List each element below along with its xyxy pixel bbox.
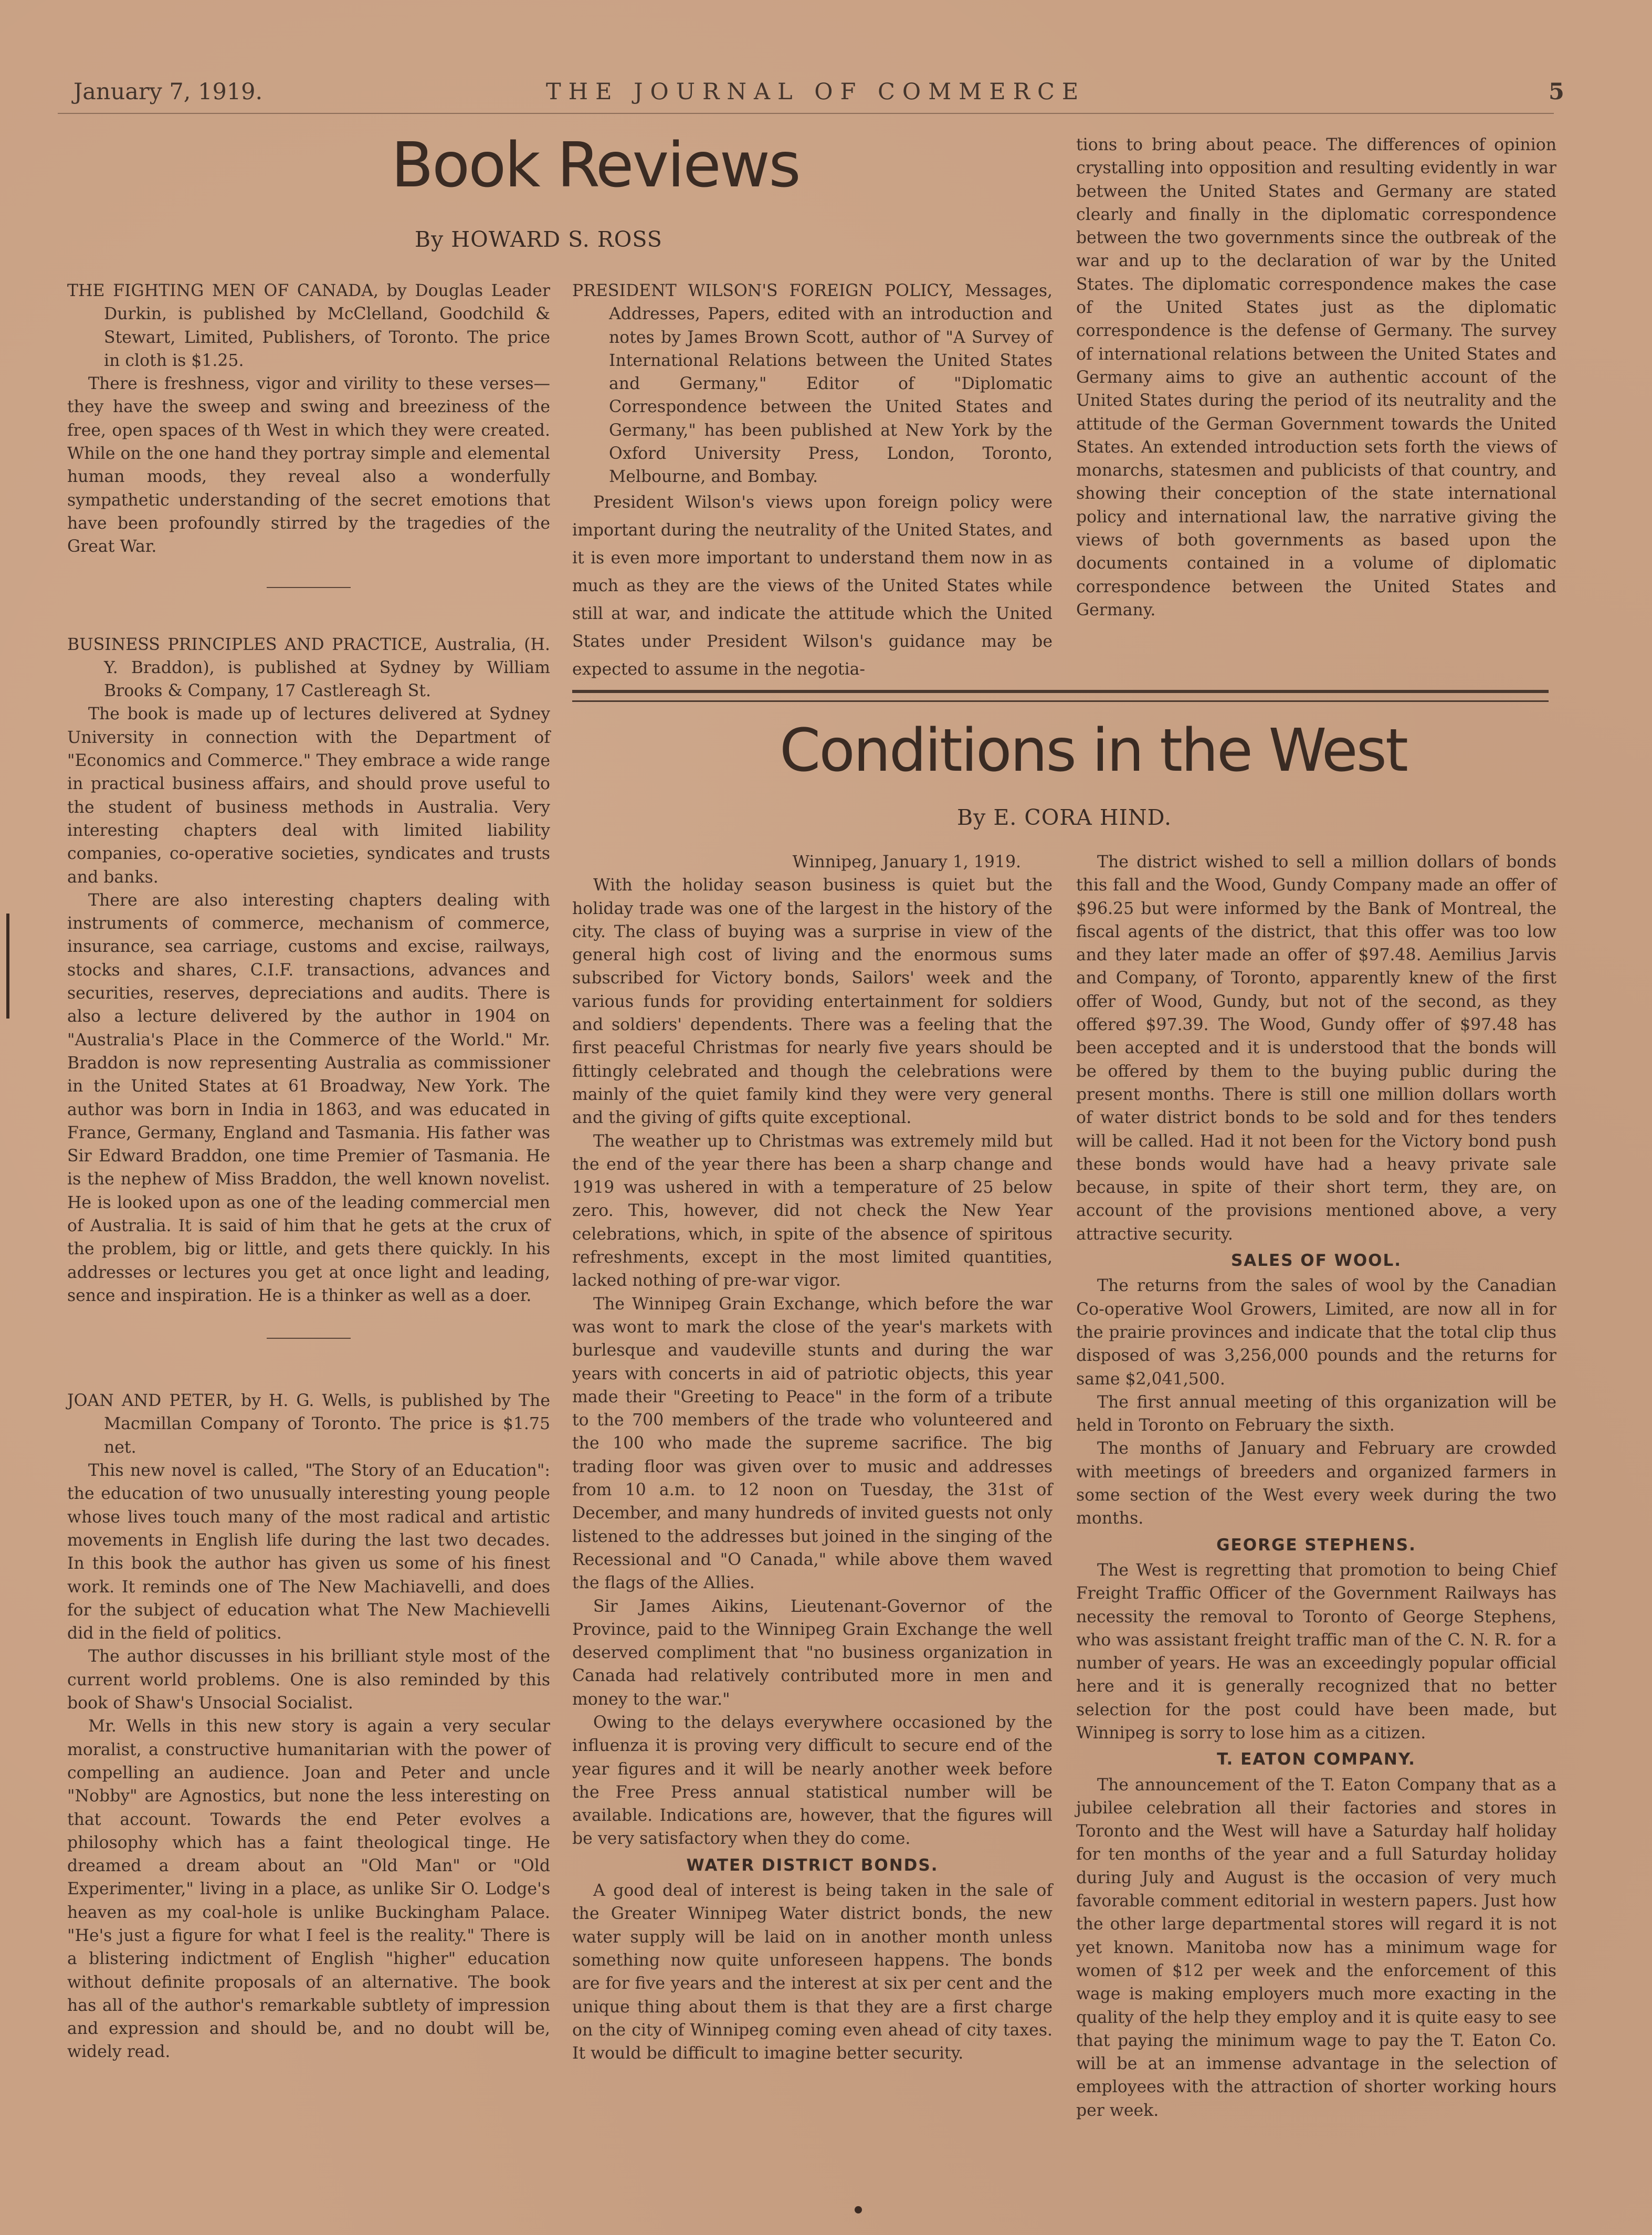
book-reviews-column-1 — [67, 279, 550, 2064]
water-district-bonds-heading: WATER DISTRICT BONDS. — [686, 1855, 939, 1875]
conditions-west-column-2 — [572, 851, 1053, 2065]
wool-returns-paragraph: The returns from the sales of wool by the Canadian Co-operative Wool Growers, Limited, are now all in for the prairie provinces and indicate that the total clip thus disposed of was 3,256,000 pounds and the returns for same $2,041,500. — [1076, 1276, 1556, 1389]
influenza-paragraph: Owing to the delays everywhere occasioned by the influenza it is proving very difficult to secure end of the year figures and it will be nearly another week before the Free Press annual statistical number will be available. Indications are, however, that the figures will be very satisfactory when they do come. — [572, 1713, 1053, 1849]
review-joan-and-peter-body-2: The author discusses in his brilliant style most of the current world problems. One is also reminded by this book of Shaw's Unsocial Socialist. — [67, 1647, 550, 1713]
annual-meeting-paragraph: The first annual meeting of this organization will be held in Toronto on February the sixth. — [1076, 1392, 1556, 1435]
review-business-principles-body-1: The book is made up of lectures delivered at Sydney University in connection with the Department of "Economics and Commerce." They embrace a wide range in practical business affairs, and should prove useful to the student of business methods in Australia. Very interesting chapters deal with limited liability companies, co-operative societies, syndicates and trusts and banks. — [67, 705, 550, 887]
review-joan-and-peter-entry: JOAN AND PETER, by H. G. Wells, is published by The Macmillan Company of Toronto. The price is $1.75 net. — [67, 1391, 550, 1457]
eaton-company-heading: T. EATON COMPANY. — [1217, 1750, 1416, 1769]
book-reviews-byline: By HOWARD S. ROSS — [415, 227, 662, 252]
conditions-west-byline: By E. CORA HIND. — [957, 805, 1172, 830]
header-rule — [58, 113, 1554, 114]
review-wilson-body: President Wilson's views upon foreign policy were important during the neutrality of the United States, and it is even more important to understand them now in as much as they are the views of the United States while still at war, and indicate the attitude which the United States under President Wilson's guidance may be expected to assume in the negotia- — [572, 492, 1053, 679]
grain-exchange-paragraph: The Winnipeg Grain Exchange, which before the war was wont to mark the close of the year's markets with burlesque and vaudeville stunts and during the war years with concerts in aid of patriotic objects, this year made their "Greeting to Peace" in the form of a tribute to the 700 members of the trade who volunteered and the 100 who made the supreme sacrifice. The big trading floor was given over to music and addresses from 10 a.m. to 12 noon on Tuesday, the 31st of December, and many hundreds of invited guests not only listened to the addresses but joined in the singing of the Recessional and "O Canada," while above them waved the flags of the Allies. — [572, 1294, 1053, 1593]
bond-offer-paragraph: The district wished to sell a million dollars of bonds this fall and the Wood, Gundy Company made an offer of $96.25 but were informed by the Bank of Montreal, the fiscal agents of the district, that this offer was too low and they later made an offer of $97.48. Aemilius Jarvis and Company, of Toronto, apparently knew of the first offer of Wood, Gundy, but not of the second, as they offered $97.39. The Wood, Gundy offer of $97.48 has been accepted and it is understood that the bonds will be offered by them to the buying public during the present months. There is still one million dollars worth of water district bonds to be sold and for thes tenders will be called. Had it not been for the Victory bond push these bonds would have had a heavy private sale because, in spite of their short term, they are, on account of the provisions mentioned above, a very attractive security. — [1076, 853, 1556, 1244]
sales-of-wool-heading: SALES OF WOOL. — [1230, 1251, 1402, 1271]
newspaper-name: THE JOURNAL OF COMMERCE — [546, 79, 1086, 105]
conditions-west-column-3 — [1076, 851, 1556, 2122]
breeders-meetings-paragraph: The months of January and February are crowded with meetings of breeders and organized farmers in some section of the West every week during the two months. — [1076, 1439, 1556, 1528]
section-separator — [267, 587, 351, 588]
conditions-west-title: Conditions in the West — [780, 717, 1407, 785]
review-joan-and-peter-body-3: Mr. Wells in this new story is again a very secular moralist, a constructive humanitarian with the power of compelling an audience. Joan and Peter and uncle "Nobby" are Agnostics, but none the less interesting on that account. Towards the end Peter evolves a philosophy which has a faint theological tinge. He dreamed a dream about an "Old Man" or "Old Experimenter," living in a place, as unlike Sir O. Lodge's heaven as my coal-hole is unlike Buckingham Palace. "He's just a figure for what I feel is the reality." There is a blistering indictment of English "higher" education without definite proposals of an alternative. The book has all of the author's remarkable subtlety of impression and expression and should be, and no doubt will be, widely read. — [67, 1717, 550, 2062]
weather-paragraph: The weather up to Christmas was extremely mild but the end of the year there has been a sharp change and 1919 was ushered in with a temperature of 25 below zero. This, however, did not check the New Year celebrations, which, in spite of the absence of spiritous refreshments, except in the most limited quantities, lacked nothing of pre-war vigor. — [572, 1131, 1053, 1290]
section-separator — [267, 1338, 351, 1339]
review-fighting-men-entry: THE FIGHTING MEN OF CANADA, by Douglas Leader Durkin, is published by McClelland, Goodchild & Stewart, Limited, Publishers, of Toronto. The price in cloth is $1.25. — [67, 281, 550, 370]
george-stephens-paragraph: The West is regretting that promotion to being Chief Freight Traffic Officer of the Government Railways has necessity the removal to Toronto of George Stephens, who was assistant freight traffic man of the C. N. R. for a number of years. He was an exceedingly popular official here and it is generally recognized that no better selection for the post could have been made, but Winnipeg is sorry to lose him as a citizen. — [1076, 1560, 1556, 1743]
issue-date: January 7, 1919. — [73, 79, 263, 105]
book-reviews-title: Book Reviews — [391, 129, 799, 201]
section-double-rule — [572, 690, 1549, 702]
page-number: 5 — [1549, 79, 1564, 105]
book-reviews-column-2 — [572, 279, 1053, 684]
review-fighting-men-body: There is freshness, vigor and virility to these verses—they have the sweep and swing and breeziness of the free, open spaces of th West in which they were created. While on the one hand they portray simple and elemental human moods, they reveal also a wonderfully sympathetic understanding of the secret emotions that have been profoundly stirred by the tragedies of the Great War. — [67, 374, 550, 557]
review-wilson-continued: tions to bring about peace. The differences of opinion crystalling into opposition and resulting evidently in war between the United States and Germany are stated clearly and finally in the diplomatic correspondence between the two governments since the outbreak of the war and up to the declaration of war by the United States. The diplomatic correspondence makes the case of the United States just as the diplomatic correspondence is the defense of Germany. The survey of international relations between the United States and Germany aims to give an authentic account of the United States during the period of its neutrality and the attitude of the German Government towards the United States. An extended introduction sets forth the views of monarchs, statesmen and publicists of that country, and showing their conception of the state international policy and international law, the narrative giving the views of both governments as based upon the documents contained in a volume of diplomatic correspondence between the United States and Germany. — [1076, 135, 1556, 620]
review-joan-and-peter-body-1: This new novel is called, "The Story of an Education": the education of two unusually interesting young people whose lives touch many of the most radical and artistic movements in English life during the last two decades. In this book the author has given us some of his finest work. It reminds one of The New Machiavelli, and does for the subject of education what The New Machievelli did in the field of politics. — [67, 1461, 550, 1643]
dateline: Winnipeg, January 1, 1919. — [792, 853, 1021, 872]
review-wilson-entry: PRESIDENT WILSON'S FOREIGN POLICY, Messages, Addresses, Papers, edited with an introduction and notes by James Brown Scott, author of "A Survey of International Relations between the United States and Germany," Editor of "Diplomatic Correspondence between the United States and Germany," has been published at New York by the Oxford University Press, London, Toronto, Melbourne, and Bombay. — [572, 281, 1053, 487]
footer-ink-dot — [855, 2206, 862, 2213]
water-district-bonds-paragraph: A good deal of interest is being taken in the sale of the Greater Winnipeg Water district bonds, the new water supply will be laid on in another month unless something now quite unforeseen happens. The bonds are for five years and the interest at six per cent and the unique thing about them is that they are a first charge on the city of Winnipeg coming even ahead of city taxes. It would be difficult to imagine better security. — [572, 1881, 1053, 2063]
margin-ink-mark — [6, 914, 9, 1019]
book-reviews-column-3 — [1076, 133, 1556, 622]
george-stephens-heading: GEORGE STEPHENS. — [1216, 1535, 1416, 1555]
holiday-trade-paragraph: With the holiday season business is quiet but the holiday trade was one of the largest in the history of the city. The class of buying was a surprise in view of the general high cost of living and the enormous sums subscribed for Victory bonds, Sailors' week and the various funds for providing entertainment for soldiers and soldiers' dependents. There was a feeling that the first peaceful Christmas for nearly five years should be fittingly celebrated and though the celebrations were mainly of the quiet family kind they were very general and the giving of gifts quite exceptional. — [572, 876, 1053, 1128]
review-business-principles-body-2: There are also interesting chapters dealing with instruments of commerce, mechanism of commerce, insurance, sea carriage, customs and excise, railways, stocks and shares, C.I.F. transactions, advances and securities, reserves, depreciations and audits. There is also a lecture delivered by the author in 1904 on "Australia's Place in the Commerce of the World." Mr. Braddon is now representing Australia as commissioner in the United States at 61 Broadway, New York. The author was born in India in 1863, and was educated in France, Germany, England and Tasmania. His father was Sir Edward Braddon, one time Premier of Tasmania. He is the nephew of Miss Braddon, the well known novelist. He is looked upon as one of the leading commercial men of Australia. It is said of him that he gets at the crux of the problem, big or little, and gets there quickly. In his addresses or lectures you get at once light and leading, sence and inspiration. He is a thinker as well as a doer. — [67, 890, 550, 1305]
aikins-paragraph: Sir James Aikins, Lieutenant-Governor of the Province, paid to the Winnipeg Grain Exchange the well deserved compliment that "no business organization in Canada had relatively contributed more in men and money to the war." — [572, 1597, 1053, 1709]
eaton-company-paragraph: The announcement of the T. Eaton Company that as a jubilee celebration all their factories and stores in Toronto and the West will have a Saturday half holiday for ten months of the year and a full Saturday holiday during July and August is the occasion of very much favorable comment editorial in western papers. Just how the other large departmental stores will regard it is not yet known. Manitoba now has a minimum wage for women of $12 per week and the enforcement of this wage is making employers much more exacting in the quality of the help they employ and it is quite easy to see that paying the minimum wage to pay the T. Eaton Co. will be at an immense advantage in the selection of employees with the attraction of shorter working hours per week. — [1076, 1775, 1556, 2120]
review-business-principles-entry: BUSINESS PRINCIPLES AND PRACTICE, Australia, (H. Y. Braddon), is published at Sydney by William Brooks & Company, 17 Castlereagh St. — [67, 635, 550, 701]
